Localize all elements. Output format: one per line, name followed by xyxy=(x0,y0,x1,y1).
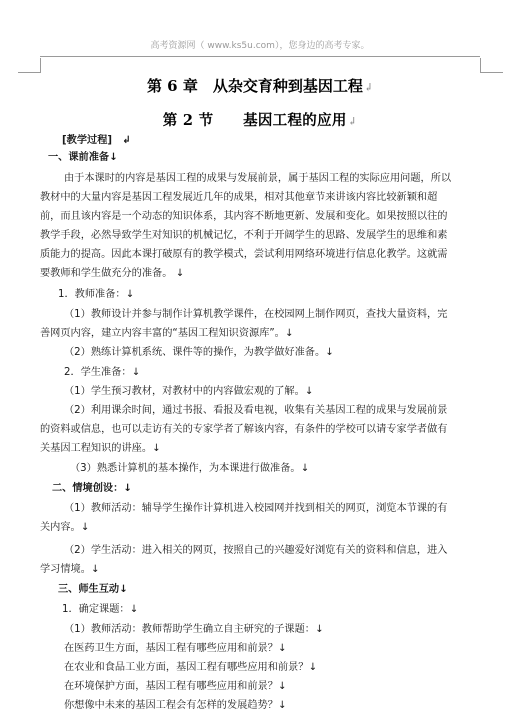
text-line: 关基因工程知识的讲座。↓ xyxy=(40,443,161,454)
page-header: 高考资源网（ www.ks5u.com），您身边的高考专家。 xyxy=(150,41,370,51)
text-line: 你想像中未来的基因工程会有怎样的发展趋势？↓ xyxy=(64,700,287,711)
text-line: （1）教师活动：教师帮助学生确立自主研究的子课题：↓ xyxy=(64,624,324,635)
text-line: 质能力的提高。因此本课打破原有的教学模式，尝试利用网络环境进行信息化教学。这就需 xyxy=(40,249,448,260)
text-line: 一、课前准备↓ xyxy=(48,152,118,163)
paragraph-mark-icon: ↲ xyxy=(363,81,374,94)
text-line: （2）利用课余时间，通过书报、看报及看电视，收集有关基因工程的成果与发展前景 xyxy=(64,405,448,416)
text-line: 1．确定课题：↓ xyxy=(62,604,139,615)
header-rule xyxy=(40,56,480,57)
text-line: 教材中的大量内容是基因工程发展近几年的成果，相对其他章节来讲该内容比较新颖和超 xyxy=(40,192,438,203)
chapter-title-text: 第 6 章 从杂交育种到基因工程 xyxy=(146,77,363,95)
text-line: （1）教师活动：辅导学生操作计算机进入校园网并找到相关的网页，浏览本节课的有 xyxy=(64,503,448,514)
text-line: （3）熟悉计算机的基本操作，为本课进行做准备。↓ xyxy=(70,463,310,474)
text-line: 学习情境。↓ xyxy=(40,564,100,575)
text-line: [教学过程] ↲ xyxy=(62,135,131,146)
text-line: 三、师生互动↓ xyxy=(58,584,128,595)
document-body xyxy=(0,70,520,132)
text-line: 前，而且该内容是一个动态的知识体系，其内容不断地更新、发展和变化。如果按照以往的 xyxy=(40,211,448,222)
text-line: （2）学生活动：进入相关的网页，按照自己的兴趣爱好浏览有关的资料和信息，进入 xyxy=(64,545,448,556)
text-line: 善网页内容，建立内容丰富的“基因工程知识资源库”。↓ xyxy=(40,328,294,339)
text-line: 的资料或信息，也可以走访有关的专家学者了解该内容，有条件的学校可以请专家学者做有 xyxy=(40,424,448,435)
text-line: 在医药卫生方面，基因工程有哪些应用和前景？↓ xyxy=(64,643,287,654)
chapter-title xyxy=(0,76,520,98)
paragraph-mark-icon: ↲ xyxy=(347,115,358,128)
text-line: 关内容。↓ xyxy=(40,522,90,533)
text-line: 由于本课时的内容是基因工程的成果与发展前景，属于基因工程的实际应用问题，所以 xyxy=(64,173,452,184)
text-line: 在环境保护方面，基因工程有哪些应用和前景？↓ xyxy=(64,681,287,692)
text-line: 2．学生准备：↓ xyxy=(64,367,141,378)
text-line: 1．教师准备：↓ xyxy=(58,289,135,300)
text-line: 要教师和学生做充分的准备。 ↓ xyxy=(40,268,185,279)
section-title xyxy=(0,111,520,132)
text-line: （2）熟练计算机系统、课件等的操作，为教学做好准备。↓ xyxy=(64,347,334,358)
section-title-text: 第 2 节 基因工程的应用 xyxy=(162,112,347,129)
text-line: （1）学生预习教材，对教材中的内容做宏观的了解。↓ xyxy=(64,386,314,397)
text-line: （1）教师设计并参与制作计算机教学课件，在校园网上制作网页，查找大量资料，完 xyxy=(64,309,448,320)
text-line: 在农业和食品工业方面，基因工程有哪些应用和前景？↓ xyxy=(64,662,318,673)
text-line: 二、情境创设：↓ xyxy=(52,483,132,494)
text-line: 教学手段，必然导致学生对知识的机械记忆，不利于开阔学生的思路、发展学生的思维和素 xyxy=(40,230,448,241)
